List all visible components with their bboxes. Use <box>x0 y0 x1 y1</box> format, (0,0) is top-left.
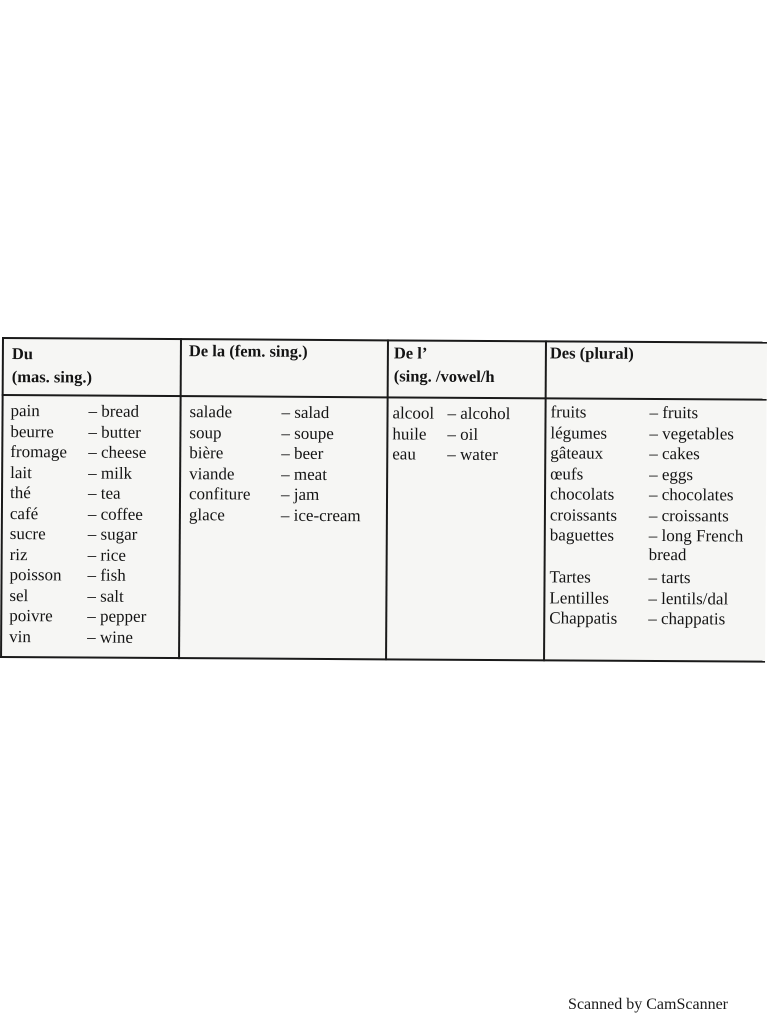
header-subtitle: (sing. /vowel/h <box>393 366 495 387</box>
french-word: eau <box>392 444 416 464</box>
column-divider <box>385 339 389 660</box>
english-translation: – croissants <box>648 505 729 525</box>
column-divider <box>178 338 182 659</box>
english-translation: – butter <box>88 422 141 442</box>
english-translation: – salad <box>281 402 330 423</box>
table-left-border <box>0 337 4 658</box>
english-translation: – jam <box>280 484 320 504</box>
table-row <box>10 463 175 485</box>
column-de-l-list <box>392 403 542 465</box>
table-row <box>9 565 174 587</box>
table-row <box>549 567 763 589</box>
table-row <box>392 424 542 445</box>
english-translation: – long French bread <box>648 525 744 565</box>
french-word: légumes <box>550 422 608 443</box>
table-row <box>392 444 542 465</box>
french-word: Chappatis <box>549 608 618 628</box>
french-word: gâteaux <box>550 443 604 463</box>
table-bottom-border <box>0 656 765 663</box>
table-row <box>549 588 763 610</box>
french-word: Lentilles <box>549 587 609 608</box>
english-translation: – sugar <box>87 524 138 544</box>
french-word: sucre <box>9 524 46 544</box>
table-row <box>10 401 175 423</box>
table-row <box>189 505 384 548</box>
french-word: glace <box>188 504 225 524</box>
english-translation: – water <box>447 444 498 465</box>
english-translation: – vegetables <box>649 423 734 443</box>
table-row <box>9 627 174 649</box>
french-word: vin <box>9 626 31 646</box>
table-row <box>10 524 175 546</box>
table-row <box>189 423 384 445</box>
english-translation: – lentils/dal <box>648 588 729 608</box>
table-row <box>550 484 764 506</box>
french-word: thé <box>9 483 31 503</box>
french-word: chocolats <box>549 484 615 504</box>
french-word: confiture <box>188 484 251 504</box>
english-translation: – salt <box>87 586 124 606</box>
column-header-de-l <box>394 341 495 388</box>
french-word: pain <box>10 401 40 421</box>
table-row <box>10 483 175 505</box>
english-translation: – fruits <box>649 402 699 423</box>
table-row <box>189 443 384 465</box>
column-divider <box>543 340 547 661</box>
french-word: fromage <box>10 442 67 462</box>
header-subtitle: (mas. sing.) <box>11 367 93 387</box>
english-translation: – cheese <box>88 442 147 462</box>
french-word: viande <box>189 463 235 483</box>
table-row <box>550 402 764 424</box>
column-des-list <box>549 402 764 630</box>
french-word: œufs <box>550 463 584 484</box>
english-translation: – fish <box>87 565 126 585</box>
english-translation: – wine <box>87 627 134 647</box>
french-word: poivre <box>9 606 53 626</box>
french-word: poisson <box>9 565 62 585</box>
column-header-du <box>12 342 92 388</box>
english-translation: – meat <box>281 464 328 484</box>
table-row <box>550 423 764 445</box>
table-row <box>10 504 175 526</box>
french-word: lait <box>10 462 32 482</box>
french-word: huile <box>392 423 427 444</box>
french-word: croissants <box>549 504 618 525</box>
table-row <box>550 464 764 486</box>
english-translation: – cakes <box>649 443 700 464</box>
table-row <box>392 403 542 424</box>
table-row <box>550 505 764 527</box>
english-translation: – alcohol <box>447 403 511 424</box>
french-word: Tartes <box>549 567 591 587</box>
english-translation: – beer <box>281 443 324 463</box>
english-translation: – soupe <box>281 423 334 443</box>
header-divider <box>2 394 767 401</box>
header-title: Du <box>11 344 34 364</box>
column-du-list <box>9 401 175 648</box>
english-translation: – chocolates <box>648 484 734 505</box>
english-translation: – rice <box>87 545 126 565</box>
table-row <box>9 586 174 608</box>
vocabulary-table <box>0 337 767 663</box>
english-translation: – oil <box>447 424 479 444</box>
french-word: café <box>9 503 39 523</box>
table-row <box>189 402 384 424</box>
french-word: fruits <box>550 402 587 422</box>
table-row <box>10 422 175 444</box>
table-row <box>550 525 764 568</box>
table-row <box>549 608 763 630</box>
english-translation: – tarts <box>648 567 691 588</box>
header-title: De la (fem. sing.) <box>188 341 308 361</box>
table-row <box>9 606 174 628</box>
table-row <box>10 442 175 464</box>
english-translation: – chappatis <box>648 608 726 629</box>
header-title: Des (plural) <box>549 343 634 363</box>
english-translation: – eggs <box>649 464 694 484</box>
column-header-de-la <box>189 339 308 363</box>
scan-watermark: Scanned by CamScanner <box>568 996 728 1013</box>
table-top-border <box>2 337 767 344</box>
english-translation: – ice-cream <box>280 505 361 525</box>
french-word: salade <box>189 402 233 422</box>
french-word: bière <box>189 443 224 463</box>
header-title: De l’ <box>393 343 428 363</box>
french-word: baguettes <box>549 525 615 545</box>
column-header-des <box>550 341 634 365</box>
english-translation: – coffee <box>87 504 143 524</box>
table-row <box>189 484 384 506</box>
french-word: sel <box>9 585 29 605</box>
english-translation: – tea <box>87 483 121 503</box>
table-row <box>189 464 384 486</box>
french-word: alcool <box>392 403 435 423</box>
english-translation: – pepper <box>87 606 147 626</box>
table-row <box>550 443 764 465</box>
table-row <box>10 545 175 567</box>
french-word: riz <box>9 544 28 564</box>
english-translation: – milk <box>88 463 133 483</box>
french-word: soup <box>189 422 222 442</box>
english-translation: – bread <box>88 401 140 421</box>
column-de-la-list <box>189 402 385 548</box>
french-word: beurre <box>10 421 54 441</box>
